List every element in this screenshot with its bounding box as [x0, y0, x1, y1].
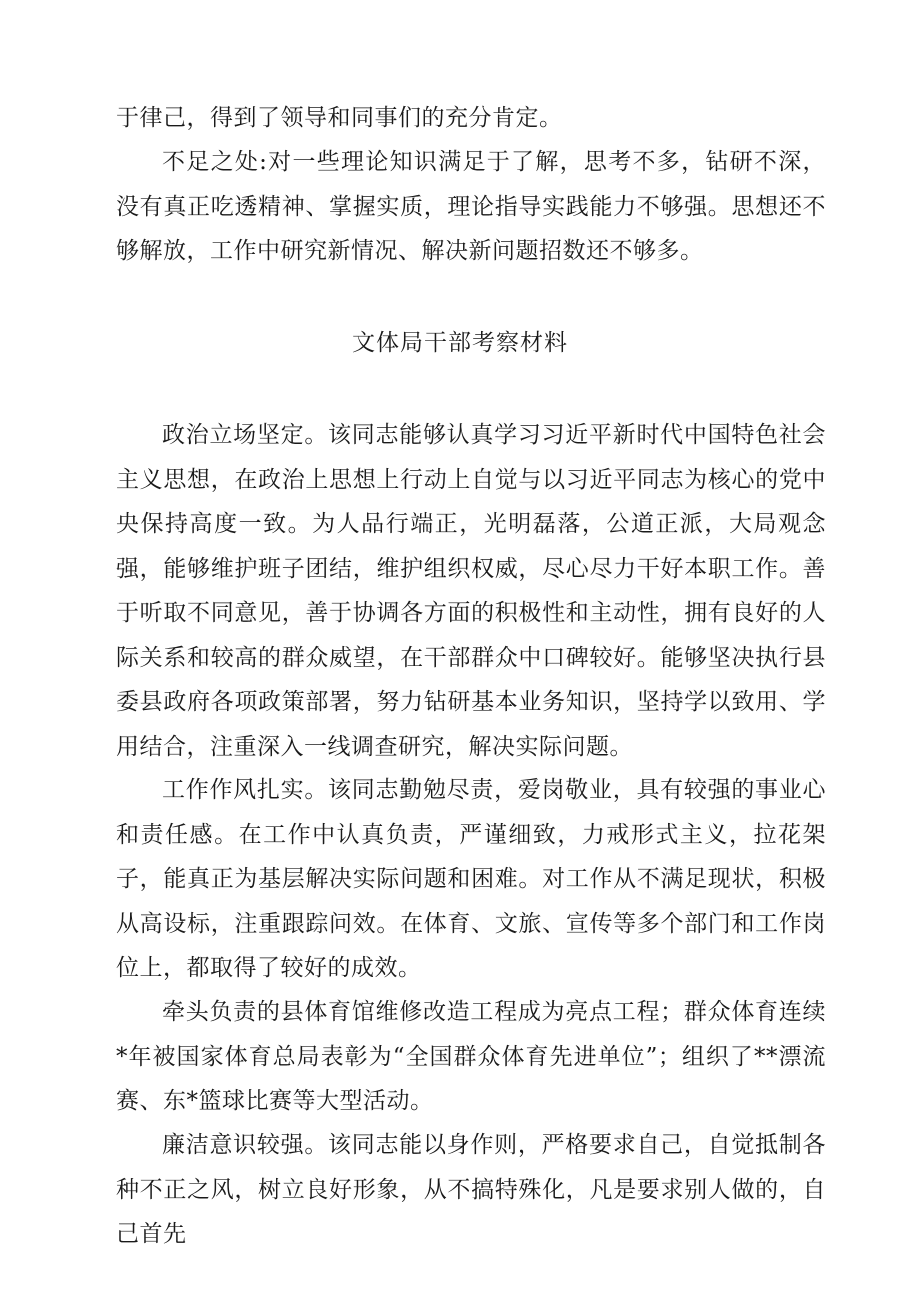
paragraph-continuation: 于律己，得到了领导和同事们的充分肯定。	[116, 105, 563, 131]
paragraph-integrity: 廉洁意识较强。该同志能以身作则，严格要求自己，自觉抵制各种不正之风，树立良好形象，从不搞特殊化，凡是要求别人做的，自己首先	[116, 1132, 826, 1247]
paragraph-achievements: 牵头负责的县体育馆维修改造工程成为亮点工程；群众体育连续*年被国家体育总局表彰为“全国群众体育先进单位”；组织了**漂流赛、东*篮球比赛等大型活动。	[116, 999, 826, 1114]
paragraph-work-style: 工作作风扎实。该同志勤勉尽责，爱岗敬业，具有较强的事业心和责任感。在工作中认真负责，严谨细致，力戒形式主义，拉花架子，能真正为基层解决实际问题和困难。对工作从不满足现状，积极从高设标，注重跟踪问效。在体育、文旅、宣传等多个部门和工作岗位上，都取得了较好的成效。	[116, 777, 826, 981]
paragraph-political-stance: 政治立场坚定。该同志能够认真学习习近平新时代中国特色社会主义思想，在政治上思想上行动上自觉与以习近平同志为核心的党中央保持高度一致。为人品行端正，光明磊落，公道正派，大局观念强，能够维护班子团结，维护组织权威，尽心尽力干好本职工作。善于听取不同意见，善于协调各方面的积极性和主动性，拥有良好的人际关系和较高的群众威望，在干部群众中口碑较好。能够坚决执行县委县政府各项政策部署，努力钻研基本业务知识，坚持学以致用、学用结合，注重深入一线调查研究，解决实际问题。	[116, 422, 826, 760]
document-title: 文体局干部考察材料	[352, 330, 568, 356]
paragraph-shortcomings: 不足之处:对一些理论知识满足于了解，思考不多，钻研不深，没有真正吃透精神、掌握实质，理论指导实践能力不够强。思想还不够解放，工作中研究新情况、解决新问题招数还不够多。	[116, 149, 826, 264]
